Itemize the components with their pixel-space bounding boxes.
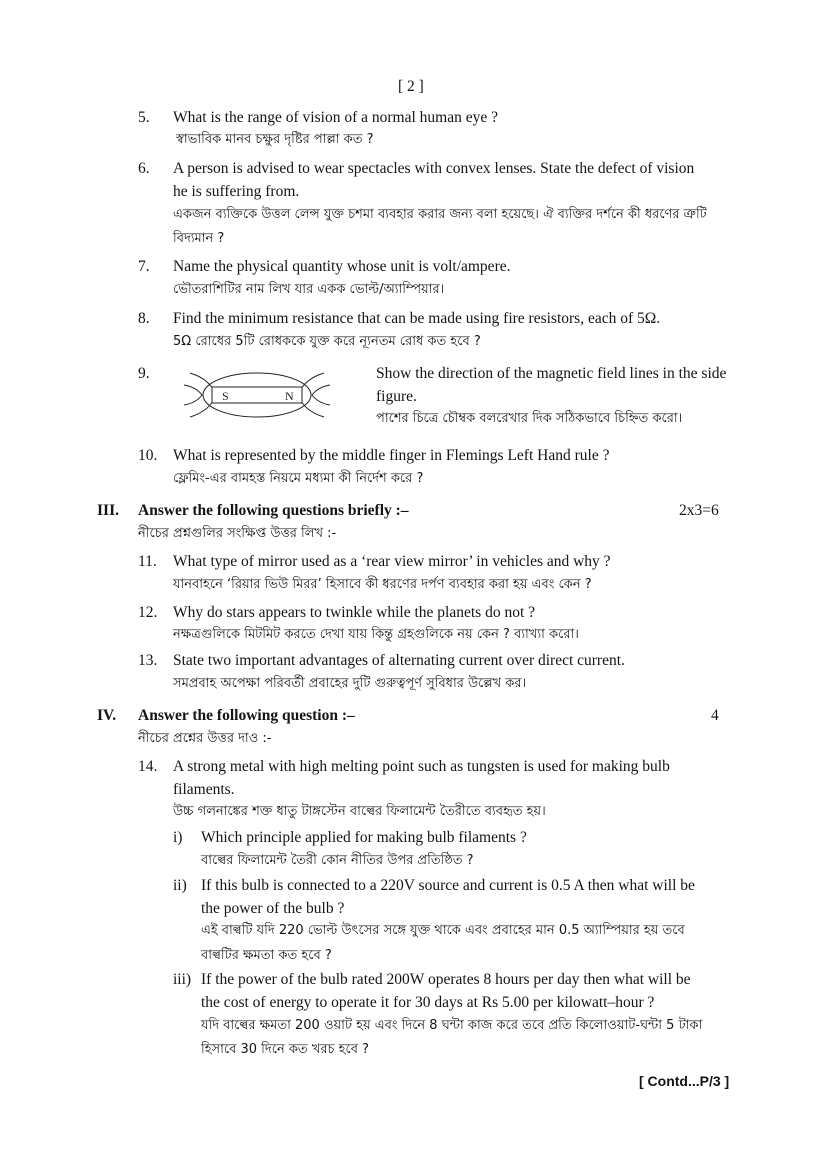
question-text-bengali: পাশের চিত্রে চৌম্বক বলরেখার দিক সঠিকভাবে চিহ্নিত করো। (376, 411, 683, 426)
question-text: Find the minimum resistance that can be made using fire resistors, each of 5Ω. (173, 310, 661, 327)
question-number: 12. (138, 604, 158, 621)
question-number: 8. (138, 310, 150, 327)
subquestion-text: If this bulb is connected to a 220V source and current is 0.5 A then what will be (201, 877, 695, 894)
subquestion-text-bengali: হিসাবে 30 দিনে কত খরচ হবে ? (201, 1042, 369, 1057)
page-number: [ 2 ] (398, 78, 424, 95)
question-text: State two important advantages of alternating current over direct current. (173, 652, 625, 669)
question-text: Why do stars appears to twinkle while the planets do not ? (173, 604, 536, 621)
question-number: 9. (138, 365, 150, 382)
question-text: A strong metal with high melting point such as tungsten is used for making bulb (173, 758, 670, 775)
question-text-bengali: 5Ω রোধের 5টি রোধককে যুক্ত করে ন্যূনতম রোধ কত হবে ? (173, 334, 481, 349)
question-text-bengali: যানবাহনে ‘রিয়ার ভিউ মিরর’ হিসাবে কী ধরণের দর্পণ ব্যবহার করা হয় এবং কেন ? (173, 577, 592, 592)
question-text-bengali: বিদ্যমান ? (173, 231, 225, 246)
section-title-bengali: নীচের প্রশ্নগুলির সংক্ষিপ্ত উত্তর লিখ :- (138, 526, 337, 541)
question-number: 13. (138, 652, 158, 669)
question-text: he is suffering from. (173, 183, 300, 200)
question-text: What type of mirror used as a ‘rear view mirror’ in vehicles and why ? (173, 553, 611, 570)
section-title: Answer the following question :– (138, 707, 355, 724)
section-number: IV. (97, 707, 117, 724)
question-text-bengali: নক্ষত্রগুলিকে মিটমিট করতে দেখা যায় কিন্তু গ্রহগুলিকে নয় কেন ? ব্যাখ্যা করো। (173, 627, 579, 642)
question-text: A person is advised to wear spectacles with convex lenses. State the defect of vision (173, 160, 695, 177)
question-text-bengali: ফ্লেমিং-এর বামহস্ত নিয়মে মধ্যমা কী নির্দেশ করে ? (173, 471, 424, 486)
section-marks: 4 (711, 707, 719, 724)
question-text: filaments. (173, 781, 235, 798)
subquestion-text: the power of the bulb ? (201, 900, 345, 917)
section-marks: 2x3=6 (679, 502, 719, 519)
question-number: 5. (138, 109, 150, 126)
question-text: figure. (376, 388, 417, 405)
subquestion-text-bengali: বাল্বটির ক্ষমতা কত হবে ? (201, 948, 332, 963)
question-text-bengali: ভৌতরাশিটির নাম লিখ যার একক ভোল্ট/অ্যাম্পিয়ার। (173, 282, 445, 297)
subquestion-text-bengali: বাল্বের ফিলামেন্ট তৈরী কোন নীতির উপর প্রতিষ্ঠিত ? (201, 853, 474, 868)
bar-magnet-figure (182, 365, 332, 425)
subquestion-text-bengali: যদি বাল্বের ক্ষমতা 200 ওয়াট হয় এবং দিনে 8 ঘন্টা কাজ করে তবে প্রতি কিলোওয়াট-ঘন্টা 5 টাকা (201, 1018, 703, 1033)
subquestion-number: i) (173, 829, 183, 846)
subquestion-text-bengali: এই বাল্বটি যদি 220 ভোল্ট উৎসের সঙ্গে যুক্ত থাকে এবং প্রবাহের মান 0.5 অ্যাম্পিয়ার হয় তবে (201, 923, 685, 938)
subquestion-text: Which principle applied for making bulb filaments ? (201, 829, 527, 846)
question-text: What is the range of vision of a normal human eye ? (173, 109, 498, 126)
section-title: Answer the following questions briefly :– (138, 502, 409, 519)
question-number: 14. (138, 758, 158, 775)
question-text-bengali: সমপ্রবাহ অপেক্ষা পরিবর্তী প্রবাহের দুটি গুরুত্বপূর্ণ সুবিধার উল্লেখ কর। (173, 676, 527, 691)
subquestion-text: the cost of energy to operate it for 30 days at Rs 5.00 per kilowatt–hour ? (201, 994, 655, 1011)
question-number: 11. (138, 553, 157, 570)
question-number: 6. (138, 160, 150, 177)
subquestion-number: iii) (173, 971, 192, 988)
north-pole-label: N (285, 389, 294, 403)
subquestion-text: If the power of the bulb rated 200W operates 8 hours per day then what will be (201, 971, 691, 988)
question-text: What is represented by the middle finger in Flemings Left Hand rule ? (173, 447, 610, 464)
question-text: Show the direction of the magnetic field lines in the side (376, 365, 727, 382)
question-text: Name the physical quantity whose unit is volt/ampere. (173, 258, 511, 275)
continued-marker: [ Contd...P/3 ] (639, 1073, 730, 1089)
section-number: III. (97, 502, 119, 519)
question-number: 7. (138, 258, 150, 275)
subquestion-number: ii) (173, 877, 187, 894)
south-pole-label: S (222, 389, 229, 403)
question-text-bengali: একজন ব্যক্তিকে উত্তল লেন্স যুক্ত চশমা ব্যবহার করার জন্য বলা হয়েছে। ঐ ব্যক্তির দর্শনে কী ধরণের ত্রুটি (173, 207, 707, 222)
question-text-bengali: উচ্চ গলনাঙ্কের শক্ত ধাতু টাঙ্গস্টেন বাল্বের ফিলামেন্ট তৈরীতে ব্যবহৃত হয়। (173, 804, 546, 819)
question-number: 10. (138, 447, 158, 464)
section-title-bengali: নীচের প্রশ্নের উত্তর দাও :- (138, 731, 272, 746)
question-text-bengali: স্বাভাবিক মানব চক্ষুর দৃষ্টির পাল্লা কত ? (176, 132, 374, 147)
